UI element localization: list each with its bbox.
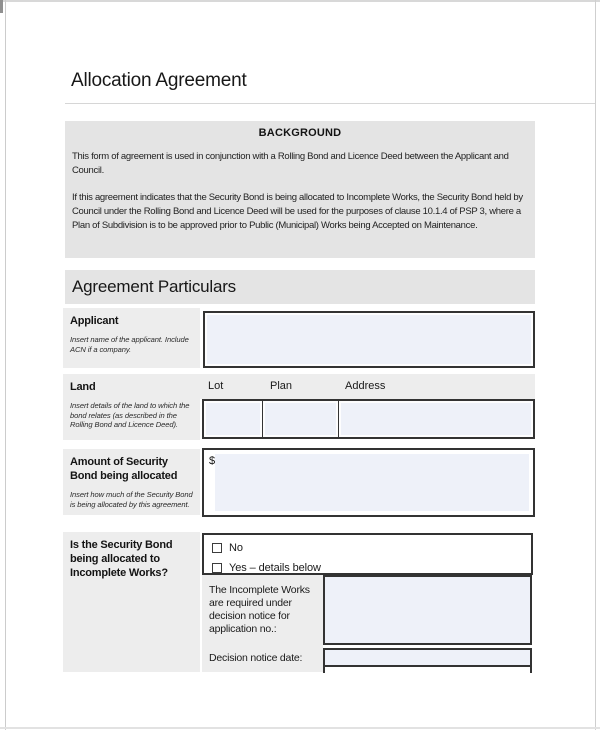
page-title: Allocation Agreement: [71, 70, 247, 91]
section-heading-particulars: Agreement Particulars: [65, 270, 535, 304]
applicant-hint: Insert name of the applicant. Include ACN if a company.: [70, 335, 189, 354]
option-no[interactable]: [212, 539, 531, 557]
plan-input[interactable]: [263, 401, 339, 437]
address-input[interactable]: [339, 401, 533, 437]
scan-corner-mark: [0, 0, 3, 13]
yes-checkbox[interactable]: [212, 563, 222, 573]
background-paragraph-2: If this agreement indicates that the Security Bond is being allocated to Incomplete Works, the Security Bond held by Council under the Rolling Bond and Licence Deed will be used for the purposes of clause 10.1.4 of PSP 3, where a Plan of Subdivision is to be approved prior to Public (Municipal) Works being Accepted on Maintenance.: [72, 192, 523, 231]
land-hint: Insert details of the land to which the bond relates (as described in the Rolling Bond and Licence Deed).: [70, 401, 190, 429]
amount-input-box: [202, 448, 535, 517]
table-cutoff-stub: [323, 667, 532, 673]
land-column-header-plan: Plan: [270, 380, 293, 392]
incomplete-works-label: Is the Security Bond being allocated to Incomplete Works?: [70, 539, 173, 579]
yes-label: Yes – details below: [229, 562, 321, 574]
application-no-input[interactable]: [323, 575, 532, 645]
amount-label: Amount of Security Bond being allocated: [70, 456, 178, 482]
page-right-edge: [595, 0, 596, 730]
applicant-label: Applicant: [70, 315, 119, 327]
lot-input[interactable]: [204, 401, 263, 437]
background-section: [65, 121, 535, 258]
title-divider: [65, 103, 595, 104]
amount-input[interactable]: [215, 454, 529, 511]
land-column-header-lot: Lot: [208, 380, 224, 392]
no-label: No: [229, 542, 243, 554]
land-column-header-address: Address: [345, 380, 386, 392]
incomplete-works-options: [202, 533, 533, 575]
currency-symbol: $: [209, 455, 216, 467]
incomplete-works-label-cell: [63, 532, 200, 672]
applicant-label-cell: [63, 308, 200, 368]
land-label: Land: [70, 381, 96, 393]
applicant-input[interactable]: [203, 311, 535, 368]
decision-date-input[interactable]: [323, 648, 532, 667]
page-bottom-edge: [0, 727, 600, 729]
land-label-cell: [63, 374, 200, 440]
amount-hint: Insert how much of the Security Bond is being allocated by this agreement.: [70, 490, 193, 509]
background-paragraph-1: This form of agreement is used in conjunction with a Rolling Bond and Licence Deed between the Applicant and Council.: [72, 151, 509, 176]
land-input-table: [202, 399, 535, 439]
application-no-label: The Incomplete Works are required under decision notice for application no.:: [209, 584, 310, 635]
page-left-edge: [5, 0, 6, 730]
incomplete-works-sublabels: [202, 575, 323, 672]
land-column-headers: [198, 374, 535, 399]
background-heading: BACKGROUND: [258, 127, 342, 139]
amount-label-cell: [63, 449, 200, 515]
decision-date-label: Decision notice date:: [209, 652, 303, 664]
page-top-edge: [0, 0, 600, 2]
no-checkbox[interactable]: [212, 543, 222, 553]
